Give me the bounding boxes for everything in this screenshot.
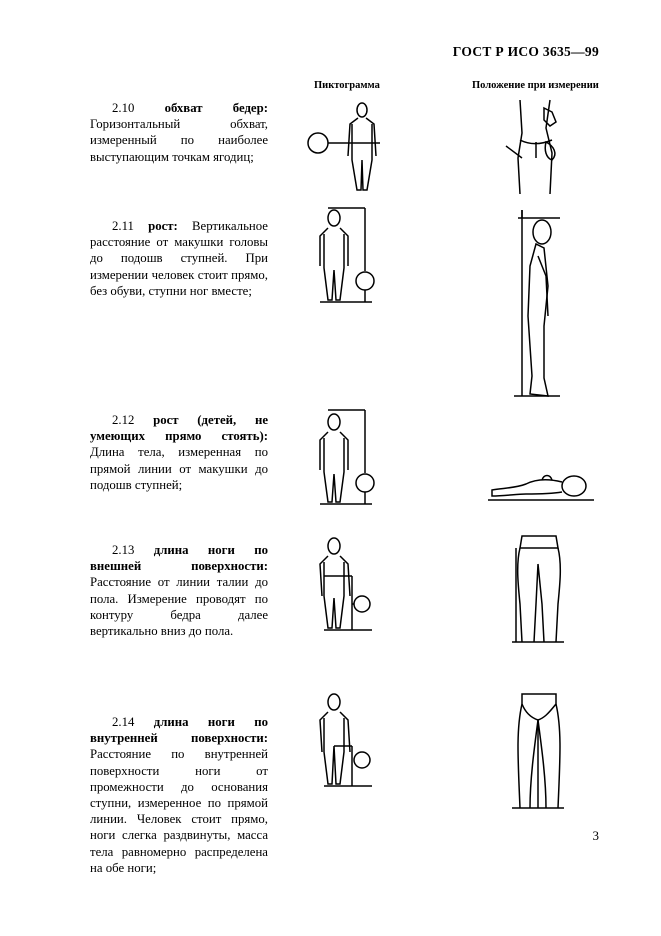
item-text: Расстояние от линии талии до пола. Измерение проводят по контуру бедра далее вертикально вниз до пола. bbox=[90, 575, 268, 639]
inside-leg-measurement-illustration bbox=[508, 690, 568, 815]
definition-item bbox=[90, 100, 268, 165]
definition-item bbox=[90, 412, 268, 493]
inside-leg-length-pictogram bbox=[310, 690, 380, 790]
item-number: 2.13 bbox=[112, 543, 135, 557]
item-term: рост: bbox=[148, 219, 178, 233]
item-number: 2.14 bbox=[112, 715, 135, 729]
definition-item bbox=[90, 218, 268, 299]
item-number: 2.11 bbox=[112, 219, 134, 233]
item-text: Длина тела, измеренная по прямой линии от макушки до подошв ступней; bbox=[90, 445, 268, 492]
item-term: длина ноги по внешней поверхности: bbox=[90, 543, 268, 574]
height-pictogram bbox=[310, 206, 380, 306]
child-lying-illustration bbox=[486, 470, 596, 506]
item-text: Вертикальное расстояние от макушки головы до подошв ступней. При измерении человек стоит прямо, без обуви, ступни ног вместе; bbox=[90, 219, 268, 298]
page-number: 3 bbox=[592, 828, 599, 843]
definition-item bbox=[90, 542, 268, 639]
item-term: длина ноги по внутренней поверхности: bbox=[90, 715, 268, 746]
outside-leg-length-pictogram bbox=[310, 534, 380, 634]
item-term: рост (детей, не умеющих прямо стоять): bbox=[90, 413, 268, 444]
item-text: Расстояние по внутренней поверхности ноги от промежности до основания ступни, измеренное по прямой линии. Человек стоит прямо, ноги слегка раздвинуты, масса тела равномерно распределена на обе ноги; bbox=[90, 747, 268, 875]
hip-measurement-illustration bbox=[500, 98, 570, 198]
height-measurement-illustration bbox=[508, 206, 568, 401]
column-heading-pictogram: Пиктограмма bbox=[314, 80, 380, 91]
item-term: обхват бедер: bbox=[164, 101, 268, 115]
child-length-pictogram bbox=[310, 408, 380, 508]
item-text: Горизонтальный обхват, измеренный по наиболее выступающим точкам ягодиц; bbox=[90, 117, 268, 164]
hip-girth-pictogram bbox=[300, 100, 390, 195]
outside-leg-measurement-illustration bbox=[508, 534, 568, 646]
column-heading-position: Положение при измерении bbox=[472, 80, 599, 91]
item-number: 2.10 bbox=[112, 101, 135, 115]
definition-item bbox=[90, 714, 268, 876]
item-number: 2.12 bbox=[112, 413, 135, 427]
document-header: ГОСТ Р ИСО 3635—99 bbox=[452, 44, 599, 59]
